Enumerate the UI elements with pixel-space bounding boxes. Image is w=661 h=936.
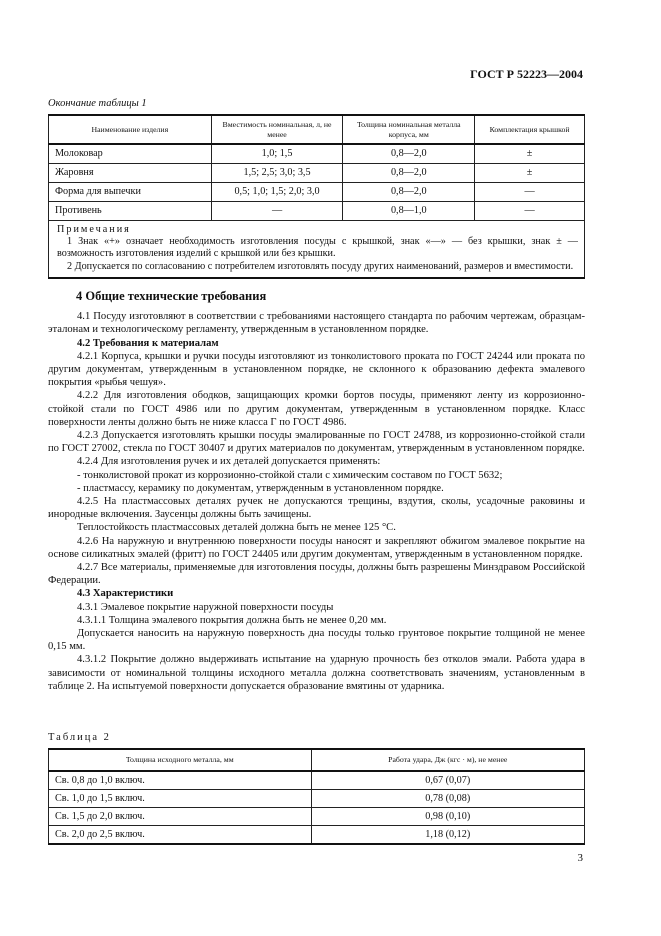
table1-col-header: Вместимость номинальная, л, не менее bbox=[211, 115, 343, 144]
paragraph: Допускается наносить на наружную поверхность дна посуды только грунтовое покрытие толщиной не менее 0,15 мм. bbox=[48, 628, 585, 653]
paragraph: 4.3.1 Эмалевое покрытие наружной поверхности посуды bbox=[77, 601, 334, 613]
table-row bbox=[49, 826, 585, 845]
table-cell: 0,8—2,0 bbox=[343, 164, 475, 183]
paragraph: 4.3.1.2 Покрытие должно выдерживать испытание на ударную прочность без отколов эмали. Работа удара в зависимости от номинальной толщины исходного металла должна соответствовать значениям, установленным в таблице 2. На испытуемой поверхности допускается образование вмятины от ударника. bbox=[48, 654, 585, 692]
table-cell: Молоковар bbox=[49, 144, 212, 164]
paragraph: 4.2.4 Для изготовления ручек и их деталей допускается применять: bbox=[77, 456, 381, 468]
table-row bbox=[49, 202, 585, 221]
table1-caption: Окончание таблицы 1 bbox=[48, 98, 147, 109]
paragraph: 4.2.5 На пластмассовых деталях ручек не допускаются трещины, вздутия, сколы, усадочные раковины и инородные включения. Заусенцы должны быть зачищены. bbox=[48, 496, 585, 521]
table-cell: 1,18 (0,12) bbox=[311, 826, 584, 845]
table-cell: — bbox=[475, 183, 585, 202]
note-item: 1 Знак «+» означает необходимость изготовления посуды с крышкой, знак «—» — без крышки, знак ± — возможность изготовления изделий с крышкой или без крышки. bbox=[57, 236, 578, 260]
table-cell: — bbox=[211, 202, 343, 221]
table1 bbox=[48, 114, 585, 279]
paragraph: Теплостойкость пластмассовых деталей должна быть не менее 125 °С. bbox=[77, 522, 396, 534]
table-cell: — bbox=[475, 202, 585, 221]
paragraph: 4.1 Посуду изготовляют в соответствии с требованиями настоящего стандарта по рабочим чертежам, образцам-эталонам и технологическому регламенту, утвержденным в установленном порядке. bbox=[48, 311, 585, 336]
table-cell: Св. 2,0 до 2,5 включ. bbox=[49, 826, 312, 845]
table-cell: Форма для выпечки bbox=[49, 183, 212, 202]
table-cell: Св. 0,8 до 1,0 включ. bbox=[49, 771, 312, 790]
section-4 bbox=[48, 290, 585, 693]
subsection-heading: 4.2 Требования к материалам bbox=[77, 337, 219, 349]
table2-col-header: Работа удара, Дж (кгс · м), не менее bbox=[311, 749, 584, 771]
table1-header-row bbox=[49, 115, 585, 144]
paragraph: 4.2.2 Для изготовления ободков, защищающих кромки бортов посуды, применяют ленту из коррозионно-стойкой стали по ГОСТ 4986 или по другим документам, утвержденным в установленном порядке. Класс поверхности ленты должно быть не ниже класса Г по ГОСТ 4986. bbox=[48, 390, 585, 428]
table-row bbox=[49, 771, 585, 790]
table-cell: 1,0; 1,5 bbox=[211, 144, 343, 164]
table-cell: 0,5; 1,0; 1,5; 2,0; 3,0 bbox=[211, 183, 343, 202]
page-number: 3 bbox=[577, 852, 583, 864]
table-row bbox=[49, 790, 585, 808]
table2-col-header: Толщина исходного металла, мм bbox=[49, 749, 312, 771]
table1-col-header: Толщина номинальная металла корпуса, мм bbox=[343, 115, 475, 144]
table2-caption: Таблица 2 bbox=[48, 732, 111, 743]
table-row bbox=[49, 164, 585, 183]
subsection-heading: 4.3 Характеристики bbox=[77, 588, 174, 600]
paragraph: 4.2.3 Допускается изготовлять крышки посуды эмалированные по ГОСТ 24788, из коррозионно-стойкой стали по ГОСТ 27002, стекла по ГОСТ 30407 и других материалов по документам, утвержденным в установленном порядке. bbox=[48, 430, 585, 455]
table-cell: Противень bbox=[49, 202, 212, 221]
table-cell: ± bbox=[475, 164, 585, 183]
paragraph: 4.3.1.1 Толщина эмалевого покрытия должна быть не менее 0,20 мм. bbox=[77, 614, 387, 626]
notes-title: Примечания bbox=[57, 224, 131, 235]
table-cell: 1,5; 2,5; 3,0; 3,5 bbox=[211, 164, 343, 183]
table-cell: Жаровня bbox=[49, 164, 212, 183]
table-row bbox=[49, 808, 585, 826]
table1-notes-row bbox=[49, 221, 585, 278]
table-cell: 0,67 (0,07) bbox=[311, 771, 584, 790]
table-row bbox=[49, 183, 585, 202]
paragraph: 4.2.1 Корпуса, крышки и ручки посуды изготовляют из тонколистового проката по ГОСТ 24244 или проката по другим документам, утвержденным в установленном порядке, не склонного к образованию дефекта эмалевого покрытия «рыбья чешуя». bbox=[48, 350, 585, 389]
paragraph: 4.2.7 Все материалы, применяемые для изготовления посуды, должны быть разрешены Минздравом Российской Федерации. bbox=[48, 562, 585, 587]
table1-col-header: Комплектация крышкой bbox=[475, 115, 585, 144]
table-row bbox=[49, 144, 585, 164]
table-cell: ± bbox=[475, 144, 585, 164]
table-cell: Св. 1,0 до 1,5 включ. bbox=[49, 790, 312, 808]
table2 bbox=[48, 748, 585, 845]
table-cell: 0,78 (0,08) bbox=[311, 790, 584, 808]
table-cell: 0,8—1,0 bbox=[343, 202, 475, 221]
note-item: 2 Допускается по согласованию с потребителем изготовлять посуду других наименований, размеров и вместимости. bbox=[67, 260, 574, 272]
table-cell: 0,98 (0,10) bbox=[311, 808, 584, 826]
table1-col-header: Наименование изделия bbox=[49, 115, 212, 144]
table-cell: 0,8—2,0 bbox=[343, 183, 475, 202]
table-cell: Св. 1,5 до 2,0 включ. bbox=[49, 808, 312, 826]
table1-notes bbox=[49, 221, 585, 278]
table2-header-row bbox=[49, 749, 585, 771]
table-cell: 0,8—2,0 bbox=[343, 144, 475, 164]
section-title: 4 Общие технические требования bbox=[76, 289, 267, 303]
list-item: - тонколистовой прокат из коррозионно-стойкой стали с химическим составом по ГОСТ 5632; bbox=[77, 469, 503, 481]
paragraph: 4.2.6 На наружную и внутреннюю поверхности посуды наносят и закрепляют обжигом эмалевое покрытие на основе силикатных эмалей (фритт) по ГОСТ 24405 или другим документам, утвержденным в установленном порядке. bbox=[48, 535, 585, 560]
list-item: - пластмассу, керамику по документам, утвержденным в установленном порядке. bbox=[77, 482, 444, 494]
standard-header: ГОСТ Р 52223—2004 bbox=[470, 67, 583, 81]
